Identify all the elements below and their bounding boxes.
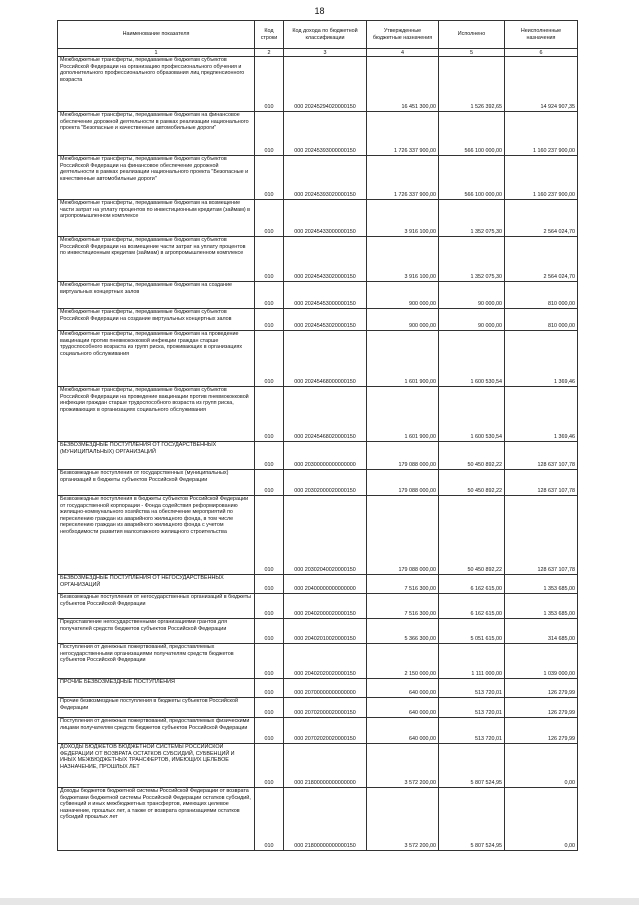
row-income-code: 000 20302040020000150 <box>284 496 367 575</box>
row-unexecuted: 1 353 685,00 <box>505 594 578 619</box>
table-row <box>58 331 578 387</box>
row-executed: 1 526 392,65 <box>439 57 505 112</box>
row-line-code: 010 <box>255 718 284 744</box>
row-income-code: 000 20700000000000000 <box>284 679 367 698</box>
table-row <box>58 442 578 470</box>
row-line-code: 010 <box>255 594 284 619</box>
budget-execution-table <box>57 20 578 851</box>
row-name: Доходы бюджетов бюджетной системы Российской Федерации от возврата бюджетами бюджетной системы Российской Федерации остатков субсидий, субвенций и иных межбюджетных трансфертов, имеющих целевое назначение, прошлых лет, а также от возврата организациями остатков субсидий прошлых лет <box>58 788 255 851</box>
row-approved: 640 000,00 <box>367 718 439 744</box>
row-name: ПРОЧИЕ БЕЗВОЗМЕЗДНЫЕ ПОСТУПЛЕНИЯ <box>58 679 255 698</box>
table-row <box>58 156 578 200</box>
row-name: Межбюджетные трансферты, передаваемые бюджетам на возмещение части затрат на уплату процентов по инвестиционным кредитам (займам) в агропромышленном комплексе <box>58 200 255 237</box>
row-name: Безвозмездные поступления в бюджеты субъектов Российской Федерации от государственной корпорации - Фонда содействия реформированию жилищно-коммунального хозяйства на обеспечение мероприятий по переселению граждан из аварийного жилищного фонда, в том числе переселению граждан из аварийного жилищного фонда с учетом необходимости развития малоэтажного жилищного строительства <box>58 496 255 575</box>
row-income-code: 000 20245393000000150 <box>284 112 367 156</box>
row-approved: 179 088 000,00 <box>367 470 439 496</box>
row-unexecuted: 0,00 <box>505 788 578 851</box>
row-approved: 1 601 900,00 <box>367 387 439 442</box>
row-line-code: 010 <box>255 744 284 788</box>
row-executed: 6 162 615,00 <box>439 594 505 619</box>
column-number: 3 <box>284 49 367 57</box>
row-income-code: 000 20402000020000150 <box>284 594 367 619</box>
row-executed: 513 720,01 <box>439 698 505 718</box>
row-line-code: 010 <box>255 237 284 282</box>
row-name: Межбюджетные трансферты, передаваемые бюджетам на финансовое обеспечение дорожной деятельности в рамках реализации национального проекта "Безопасные и качественные автомобильные дороги" <box>58 112 255 156</box>
header-income-code: Код дохода по бюджетной классификации <box>284 21 367 49</box>
row-unexecuted: 126 279,99 <box>505 698 578 718</box>
column-number-row <box>58 49 578 57</box>
row-name: Межбюджетные трансферты, передаваемые бюджетам субъектов Российской Федерации на возмещение части затрат на уплату процентов по инвестиционным кредитам (займам) в агропромышленном комплексе <box>58 237 255 282</box>
row-unexecuted: 126 279,99 <box>505 718 578 744</box>
header-line-code: Код строки <box>255 21 284 49</box>
row-line-code: 010 <box>255 57 284 112</box>
row-approved: 5 366 300,00 <box>367 619 439 644</box>
page-bottom-edge <box>0 898 639 905</box>
table-body <box>58 57 578 851</box>
row-line-code: 010 <box>255 470 284 496</box>
row-unexecuted: 1 039 000,00 <box>505 644 578 679</box>
row-name: Безвозмездные поступления от государственных (муниципальных) организаций в бюджеты субъектов Российской Федерации <box>58 470 255 496</box>
row-name: Межбюджетные трансферты, передаваемые бюджетам субъектов Российской Федерации на финансовое обеспечение дорожной деятельности в рамках реализации национального проекта "Безопасные и качественные автомобильные дороги" <box>58 156 255 200</box>
column-number: 5 <box>439 49 505 57</box>
row-executed: 1 600 530,54 <box>439 331 505 387</box>
row-executed: 513 720,01 <box>439 718 505 744</box>
row-unexecuted: 128 637 107,78 <box>505 470 578 496</box>
row-income-code: 000 21800000000000000 <box>284 744 367 788</box>
row-unexecuted: 128 637 107,78 <box>505 496 578 575</box>
table-row <box>58 679 578 698</box>
row-unexecuted: 126 279,99 <box>505 679 578 698</box>
row-line-code: 010 <box>255 282 284 309</box>
row-unexecuted: 1 369,46 <box>505 387 578 442</box>
row-executed: 1 600 530,54 <box>439 387 505 442</box>
row-approved: 640 000,00 <box>367 698 439 718</box>
row-name: Межбюджетные трансферты, передаваемые бюджетам на создание виртуальных концертных залов <box>58 282 255 309</box>
row-unexecuted: 1 160 237 900,00 <box>505 156 578 200</box>
row-approved: 3 572 200,00 <box>367 744 439 788</box>
row-executed: 50 450 892,22 <box>439 470 505 496</box>
row-unexecuted: 0,00 <box>505 744 578 788</box>
row-approved: 3 916 100,00 <box>367 200 439 237</box>
table-row <box>58 57 578 112</box>
row-income-code: 000 20245453020000150 <box>284 309 367 331</box>
row-line-code: 010 <box>255 156 284 200</box>
row-income-code: 000 20702020020000150 <box>284 718 367 744</box>
row-income-code: 000 20245468020000150 <box>284 387 367 442</box>
row-income-code: 000 20245393020000150 <box>284 156 367 200</box>
row-name: Межбюджетные трансферты, передаваемые бюджетам субъектов Российской Федерации на создание виртуальных концертных залов <box>58 309 255 331</box>
row-line-code: 010 <box>255 200 284 237</box>
row-income-code: 000 20402020020000150 <box>284 644 367 679</box>
row-line-code: 010 <box>255 698 284 718</box>
row-name: БЕЗВОЗМЕЗДНЫЕ ПОСТУПЛЕНИЯ ОТ НЕГОСУДАРСТВЕННЫХ ОРГАНИЗАЦИЙ <box>58 575 255 594</box>
row-unexecuted: 810 000,00 <box>505 282 578 309</box>
row-line-code: 010 <box>255 442 284 470</box>
row-approved: 179 088 000,00 <box>367 442 439 470</box>
table-row <box>58 237 578 282</box>
row-unexecuted: 2 564 024,70 <box>505 237 578 282</box>
column-number: 6 <box>505 49 578 57</box>
table-row <box>58 112 578 156</box>
row-approved: 7 516 300,00 <box>367 594 439 619</box>
row-unexecuted: 1 353 685,00 <box>505 575 578 594</box>
row-name: Поступления от денежных пожертвований, предоставляемых негосударственными организациями получателям средств бюджетов субъектов Российской Федерации <box>58 644 255 679</box>
row-income-code: 000 20400000000000000 <box>284 575 367 594</box>
row-unexecuted: 810 000,00 <box>505 309 578 331</box>
row-name: БЕЗВОЗМЕЗДНЫЕ ПОСТУПЛЕНИЯ ОТ ГОСУДАРСТВЕННЫХ (МУНИЦИПАЛЬНЫХ) ОРГАНИЗАЦИЙ <box>58 442 255 470</box>
row-line-code: 010 <box>255 309 284 331</box>
row-name: Предоставление негосударственными организациями грантов для получателей средств бюджетов субъектов Российской Федерации <box>58 619 255 644</box>
row-executed: 513 720,01 <box>439 679 505 698</box>
row-name: Безвозмездные поступления от негосударственных организаций в бюджеты субъектов Российской Федерации <box>58 594 255 619</box>
row-approved: 640 000,00 <box>367 679 439 698</box>
row-unexecuted: 1 369,46 <box>505 331 578 387</box>
row-approved: 1 601 900,00 <box>367 331 439 387</box>
header-unexecuted: Неисполненные назначения <box>505 21 578 49</box>
page-number: 18 <box>314 6 325 16</box>
row-executed: 90 000,00 <box>439 282 505 309</box>
table-row <box>58 698 578 718</box>
row-income-code: 000 20302000020000150 <box>284 470 367 496</box>
header-name: Наименование показателя <box>58 21 255 49</box>
row-name: Межбюджетные трансферты, передаваемые бюджетам субъектов Российской Федерации на проведение вакцинации против пневмококковой инфекции граждан старше трудоспособного возраста из групп риска, проживающих в организациях социального обслуживания <box>58 387 255 442</box>
table-row <box>58 619 578 644</box>
row-approved: 900 000,00 <box>367 282 439 309</box>
header-executed: Исполнено <box>439 21 505 49</box>
row-executed: 1 352 075,30 <box>439 200 505 237</box>
row-approved: 16 451 300,00 <box>367 57 439 112</box>
table-row <box>58 496 578 575</box>
row-executed: 1 111 000,00 <box>439 644 505 679</box>
row-executed: 6 162 615,00 <box>439 575 505 594</box>
row-income-code: 000 21800000000000150 <box>284 788 367 851</box>
table-row <box>58 718 578 744</box>
row-approved: 3 572 200,00 <box>367 788 439 851</box>
row-approved: 2 150 000,00 <box>367 644 439 679</box>
row-executed: 50 450 892,22 <box>439 442 505 470</box>
row-income-code: 000 20245433020000150 <box>284 237 367 282</box>
row-income-code: 000 20245294020000150 <box>284 57 367 112</box>
table-row <box>58 594 578 619</box>
row-income-code: 000 20245453000000150 <box>284 282 367 309</box>
row-income-code: 000 20402010020000150 <box>284 619 367 644</box>
row-executed: 5 807 524,95 <box>439 788 505 851</box>
column-number: 4 <box>367 49 439 57</box>
row-executed: 566 100 000,00 <box>439 156 505 200</box>
row-approved: 179 088 000,00 <box>367 496 439 575</box>
row-unexecuted: 14 924 907,35 <box>505 57 578 112</box>
row-name: Межбюджетные трансферты, передаваемые бюджетам субъектов Российской Федерации на организацию профессионального обучения и дополнительного профессионального образования лиц предпенсионного возраста <box>58 57 255 112</box>
row-unexecuted: 128 637 107,78 <box>505 442 578 470</box>
row-line-code: 010 <box>255 679 284 698</box>
row-line-code: 010 <box>255 331 284 387</box>
row-executed: 566 100 000,00 <box>439 112 505 156</box>
row-approved: 1 726 337 900,00 <box>367 112 439 156</box>
row-executed: 5 051 615,00 <box>439 619 505 644</box>
row-income-code: 000 20245433000000150 <box>284 200 367 237</box>
row-executed: 1 352 075,30 <box>439 237 505 282</box>
row-line-code: 010 <box>255 112 284 156</box>
row-line-code: 010 <box>255 619 284 644</box>
table-row <box>58 200 578 237</box>
row-name: Поступления от денежных пожертвований, предоставляемых физическими лицами получателям средств бюджетов субъектов Российской Федерации <box>58 718 255 744</box>
row-name: Прочие безвозмездные поступления в бюджеты субъектов Российской Федерации <box>58 698 255 718</box>
table-row <box>58 575 578 594</box>
table-row <box>58 387 578 442</box>
row-approved: 900 000,00 <box>367 309 439 331</box>
row-income-code: 000 20702000020000150 <box>284 698 367 718</box>
row-line-code: 010 <box>255 788 284 851</box>
table-row <box>58 282 578 309</box>
row-executed: 90 000,00 <box>439 309 505 331</box>
row-line-code: 010 <box>255 644 284 679</box>
row-line-code: 010 <box>255 496 284 575</box>
row-executed: 50 450 892,22 <box>439 496 505 575</box>
table-row <box>58 309 578 331</box>
row-line-code: 010 <box>255 575 284 594</box>
table-header-row <box>58 21 578 49</box>
row-name: Межбюджетные трансферты, передаваемые бюджетам на проведение вакцинации против пневмококковой инфекции граждан старше трудоспособного возраста из групп риска, проживающих в организациях социального обслуживания <box>58 331 255 387</box>
column-number: 2 <box>255 49 284 57</box>
row-income-code: 000 20245468000000150 <box>284 331 367 387</box>
row-unexecuted: 314 685,00 <box>505 619 578 644</box>
row-unexecuted: 2 564 024,70 <box>505 200 578 237</box>
column-number: 1 <box>58 49 255 57</box>
table-row <box>58 744 578 788</box>
row-name: ДОХОДЫ БЮДЖЕТОВ БЮДЖЕТНОЙ СИСТЕМЫ РОССИЙСКОЙ ФЕДЕРАЦИИ ОТ ВОЗВРАТА ОСТАТКОВ СУБСИДИЙ, СУБВЕНЦИЙ И ИНЫХ МЕЖБЮДЖЕТНЫХ ТРАНСФЕРТОВ, ИМЕЮЩИХ ЦЕЛЕВОЕ НАЗНАЧЕНИЕ, ПРОШЛЫХ ЛЕТ <box>58 744 255 788</box>
table-row <box>58 644 578 679</box>
table-row <box>58 788 578 851</box>
row-approved: 3 916 100,00 <box>367 237 439 282</box>
row-line-code: 010 <box>255 387 284 442</box>
header-approved: Утвержденные бюджетные назначения <box>367 21 439 49</box>
table-row <box>58 470 578 496</box>
row-unexecuted: 1 160 237 900,00 <box>505 112 578 156</box>
row-income-code: 000 20300000000000000 <box>284 442 367 470</box>
row-approved: 7 516 300,00 <box>367 575 439 594</box>
row-executed: 5 807 524,95 <box>439 744 505 788</box>
row-approved: 1 726 337 900,00 <box>367 156 439 200</box>
